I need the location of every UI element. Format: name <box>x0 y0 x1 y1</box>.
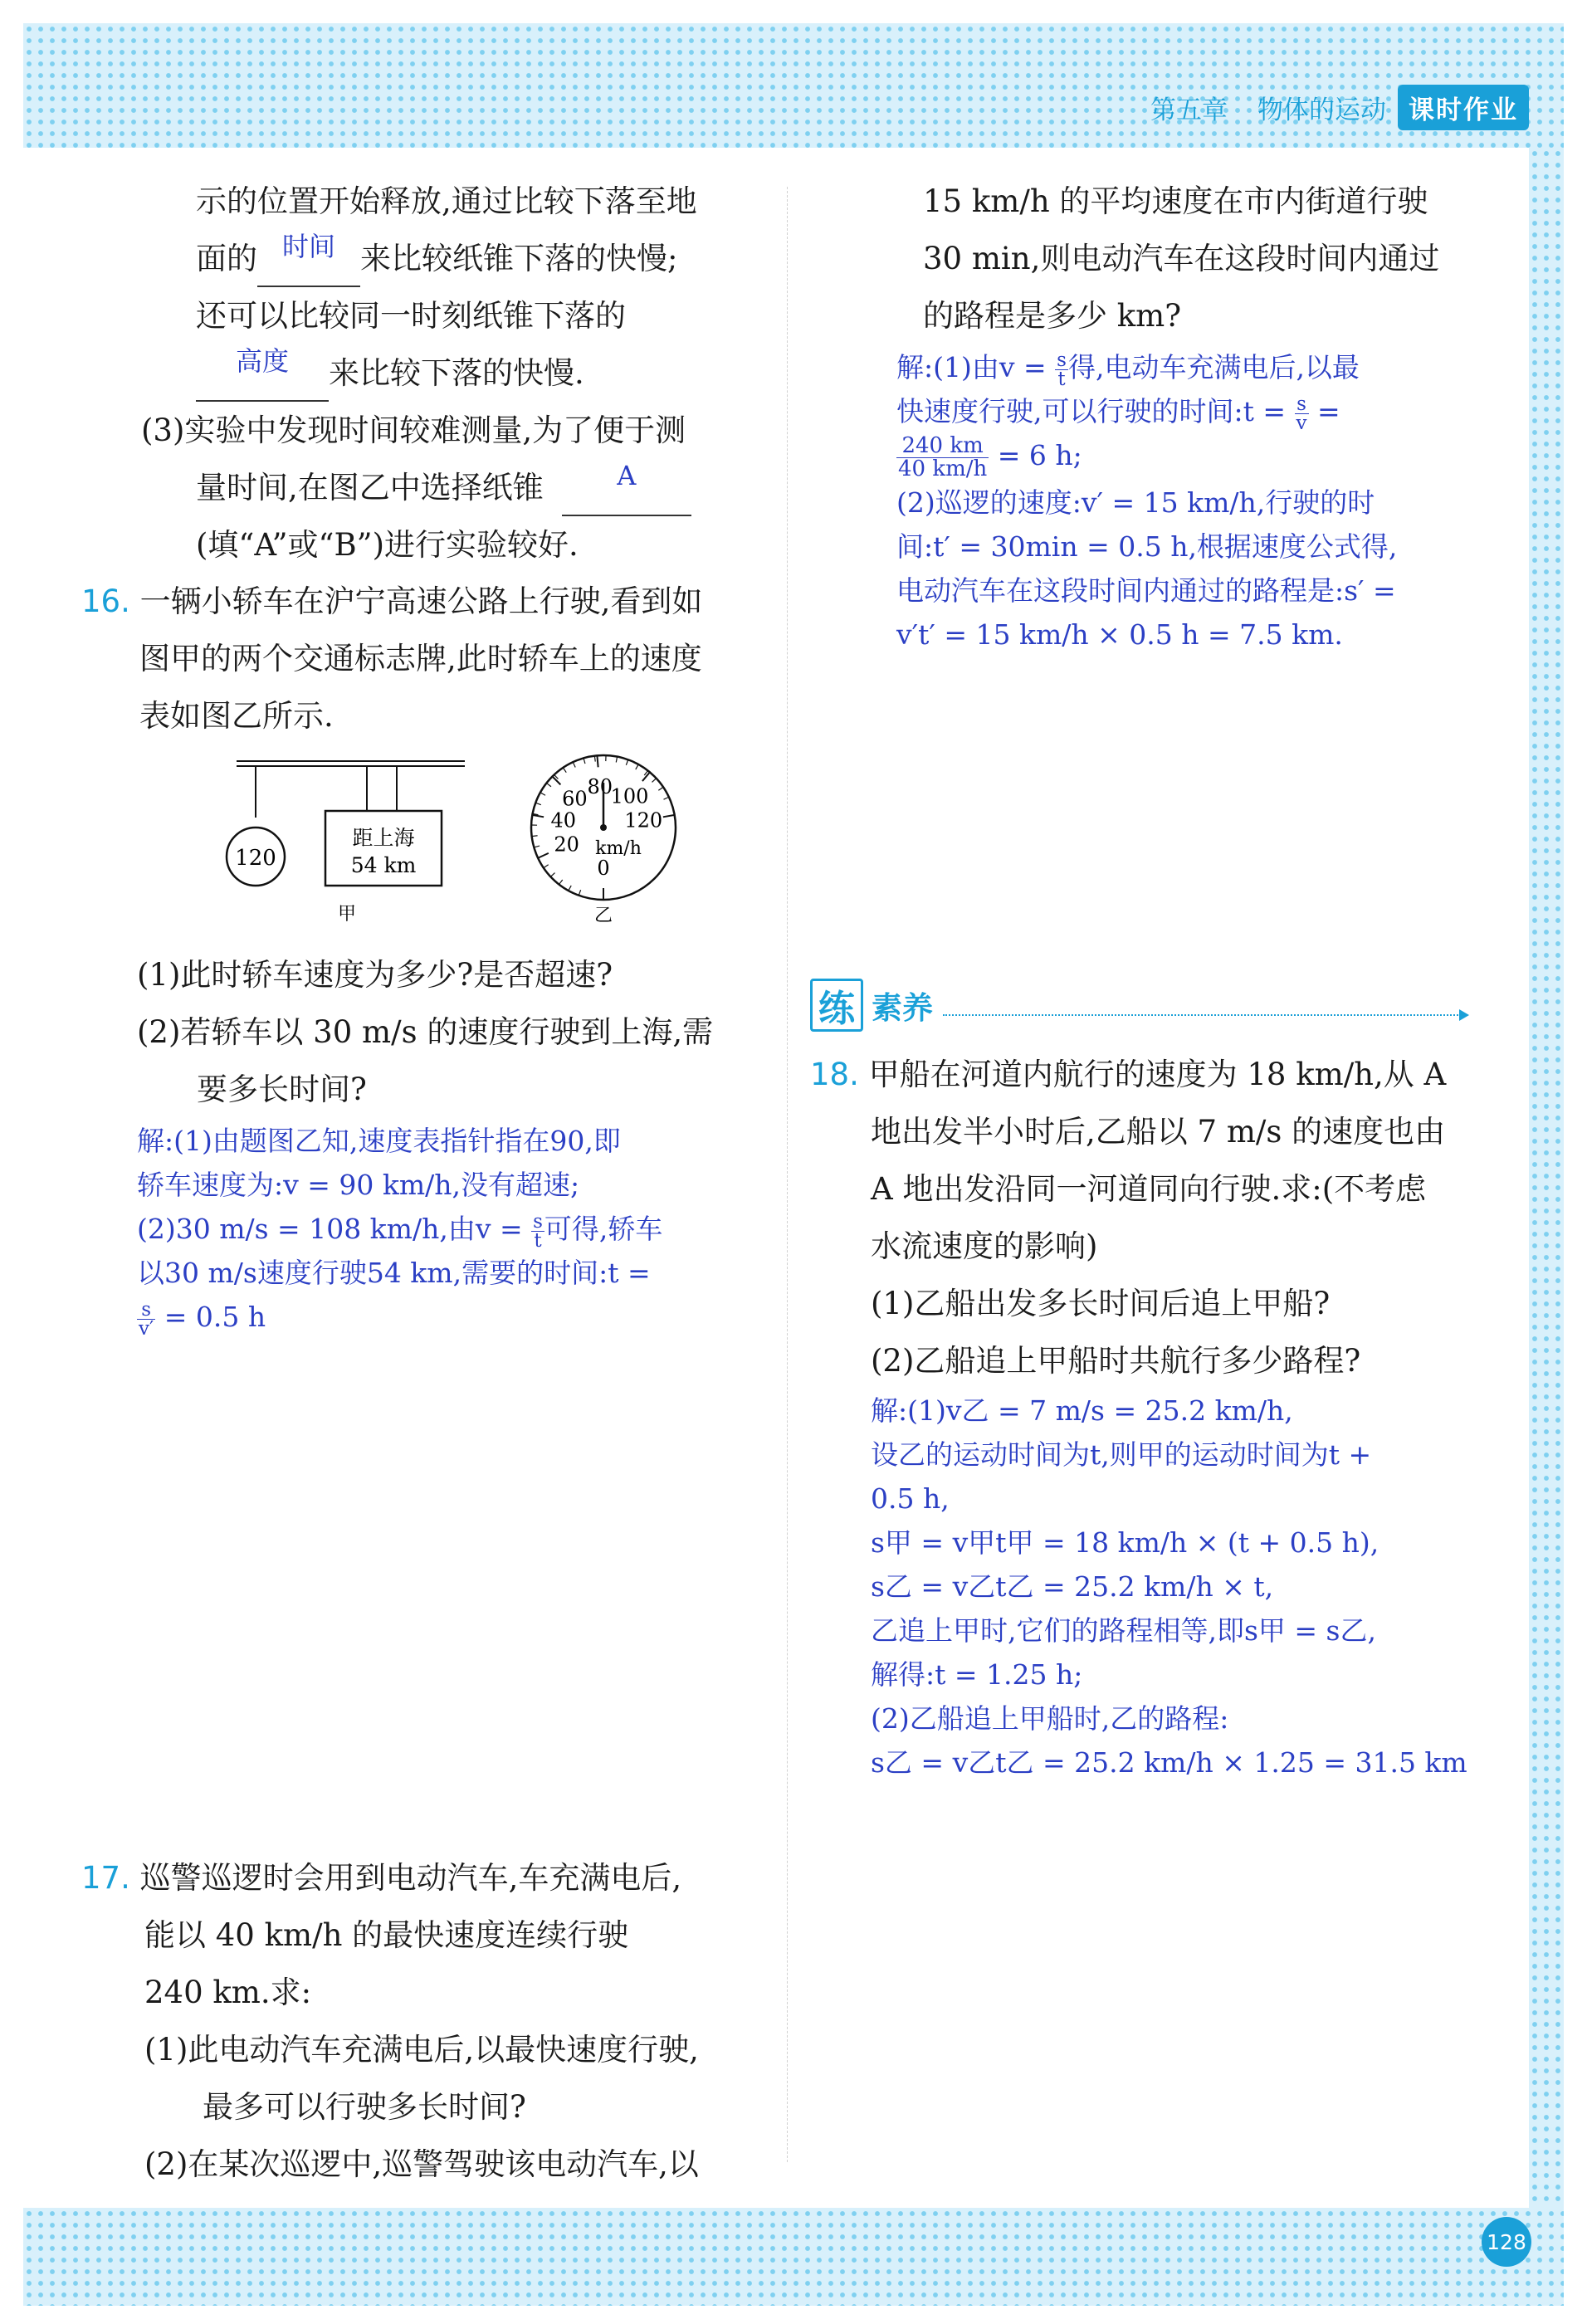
q15-line: 还可以比较同一时刻纸锥下落的 <box>196 298 626 334</box>
dial-tick-label: 40 <box>550 808 577 832</box>
q15-line: 量时间,在图乙中选择纸锥 A <box>196 459 697 516</box>
distance-sign-line2: 54 km <box>350 853 417 877</box>
q16-line: 一辆小轿车在沪宁高速公路上行驶,看到如 <box>139 583 703 619</box>
speed-limit-value: 120 <box>235 846 276 871</box>
dial-minor-tick <box>550 873 554 877</box>
answer-blank: 时间 <box>257 241 360 287</box>
dial-minor-tick <box>664 797 669 799</box>
q15-line: 高度 来比较下落的快慢. <box>196 344 697 402</box>
question-number: 16. <box>81 583 130 619</box>
dial-tick-label: 80 <box>587 775 613 799</box>
dial-minor-tick <box>594 756 595 762</box>
page-number: 128 <box>1482 2217 1531 2267</box>
fraction: $\frac{s}{t}$ <box>533 1210 543 1252</box>
q15-line: (3)实验中发现时间较难测量,为了便于测 <box>141 413 686 448</box>
dial-minor-tick <box>658 787 663 790</box>
question-number: 17. <box>81 1860 130 1896</box>
dial-minor-tick <box>579 890 580 896</box>
dial-minor-tick <box>546 783 551 786</box>
dial-minor-tick <box>535 803 541 804</box>
fraction: $\frac{s}{v}$ <box>1296 393 1307 434</box>
q18-line: 甲船在河道内航行的速度为 18 km/h,从 A <box>868 1057 1447 1092</box>
q18-part1: (1)乙船出发多长时间后追上甲船? <box>871 1286 1331 1321</box>
q17-line: 的路程是多少 km? <box>923 298 1182 334</box>
dial-minor-tick <box>636 764 638 769</box>
q18-part2: (2)乙船追上甲船时共航行多少路程? <box>871 1343 1361 1379</box>
q18-line: 水流速度的影响) <box>871 1228 1098 1264</box>
dial-tick-label: 60 <box>562 787 588 811</box>
dial-tick-label: 120 <box>624 808 663 832</box>
dial-minor-tick <box>626 759 627 765</box>
answer-blank: A <box>562 470 691 516</box>
speedometer-unit: km/h <box>595 838 642 859</box>
dial-tick-mark <box>663 815 675 817</box>
traffic-sign-and-speedometer-figure <box>216 751 697 934</box>
dial-tick-label: 100 <box>610 784 649 808</box>
q16-part2-cont: 要多长时间? <box>197 1072 367 1107</box>
q15-continued <box>141 173 697 574</box>
section-heading-literacy <box>810 978 933 1033</box>
column-divider <box>787 187 788 2162</box>
dial-tick-label: 0 <box>597 857 610 880</box>
figure-caption-jia: 甲 <box>337 904 357 925</box>
brand-logo: 课时作业 <box>1398 85 1529 130</box>
q18-solution: 解:(1)v乙 = 7 m/s = 25.2 km/h, 设乙的运动时间为t,则甲的运动时间为t + 0.5 h, s甲 = v甲t甲 = 18 km/h × (t + 0.5 h), s乙 = v乙t乙 = 25.2 km/h × t, 乙追上甲时,它们的路程相等,即s甲 = s乙, 解得:t = 1.25 h; (2)乙船追上甲船时,乙的路程: s乙 = v乙t乙 = 25.2 km/h × 1.25 = 31.5 km <box>871 1394 1467 1779</box>
q15-line: (填“A”或“B”)进行实验较好. <box>196 527 579 563</box>
q16-line: 表如图乙所示. <box>139 698 334 734</box>
dial-tick-mark <box>597 755 598 767</box>
lian-icon: 练 <box>810 979 863 1032</box>
q17-part1-cont: 最多可以行驶多长时间? <box>203 2089 526 2125</box>
q17-continued <box>923 173 1439 344</box>
answer-blank: 高度 <box>196 355 329 402</box>
fraction: $\frac{s}{v'}$ <box>139 1298 154 1340</box>
dotted-arrow-icon <box>943 1014 1464 1016</box>
q17-line: 30 min,则电动汽车在这段时间内通过 <box>923 241 1440 276</box>
q16-stem <box>81 573 702 745</box>
q18-line: A 地出发沿同一河道同向行驶.求:(不考虑 <box>871 1171 1427 1207</box>
figure-caption-yi: 乙 <box>593 906 613 926</box>
bottom-dotted-band <box>23 2208 1564 2306</box>
q16-solution: 解:(1)由题图乙知,速度表指针指在90,即 轿车速度为:v = 90 km/h,没有超速; (2)30 m/s = 108 km/h,由v = $\frac{s}{t}$ 可得,轿车 以30 m/s速度行驶54 km,需要的时间:t = $\frac{s}{v'}$ = 0.5 h <box>137 1125 663 1340</box>
topic-label: 物体的运动 <box>1257 95 1386 125</box>
q17-line: 能以 40 km/h 的最快速度连续行驶 <box>144 1917 629 1953</box>
dial-minor-tick <box>544 865 549 868</box>
chapter-label: 第五章 <box>1150 95 1228 125</box>
dial-minor-tick <box>569 886 571 891</box>
q17-part1: (1)此电动汽车充满电后,以最快速度行驶, <box>144 2032 699 2068</box>
q18-line: 地出发半小时后,乙船以 7 m/s 的速度也由 <box>871 1114 1446 1150</box>
q15-line: 面的 时间 来比较纸锥下落的快慢; <box>196 230 697 287</box>
dial-minor-tick <box>652 779 657 783</box>
page-header <box>1150 81 1529 133</box>
dial-tick-label: 20 <box>554 832 579 857</box>
q16-part1: (1)此时轿车速度为多少?是否超速? <box>137 957 613 993</box>
question-number: 18. <box>810 1057 859 1092</box>
q16-parts <box>137 946 713 1118</box>
q16-line: 图甲的两个交通标志牌,此时轿车上的速度 <box>139 641 702 676</box>
q17-line: 240 km.求: <box>144 1975 312 2010</box>
dial-minor-tick <box>563 768 566 773</box>
fraction: $\frac{s}{t}$ <box>1057 349 1067 390</box>
dial-minor-tick <box>573 762 575 767</box>
right-dotted-band <box>1529 148 1564 2208</box>
dial-minor-tick <box>559 880 562 885</box>
q18-stem <box>810 1046 1446 1389</box>
distance-sign-line1: 距上海 <box>352 826 415 850</box>
q16-part2: (2)若轿车以 30 m/s 的速度行驶到上海,需 <box>137 1014 714 1050</box>
section-title: 素养 <box>872 989 933 1026</box>
fraction: $\frac{240 km}{40 km/h}$ <box>898 432 988 481</box>
dial-minor-tick <box>540 793 545 795</box>
q17-stem <box>81 1849 699 2193</box>
q17-line: 15 km/h 的平均速度在市内街道行驶 <box>923 183 1428 219</box>
q15-line: 示的位置开始释放,通过比较下落至地 <box>196 183 697 219</box>
q17-line: 巡警巡逻时会用到电动汽车,车充满电后, <box>139 1860 682 1896</box>
q17-part2: (2)在某次巡逻中,巡警驾驶该电动汽车,以 <box>144 2146 699 2182</box>
q17-solution: 解:(1)由v = $\frac{s}{t}$ 得,电动车充满电后,以最 快速度行驶,可以行驶的时间:t = $\frac{s}{v}$ = $\frac{240 km}{40 km/h}$ = 6 h; (2)巡逻的速度:v′ = 15 km/h,行驶的时 间:t′ = 30min = 0.5 h,根据速度公式得, 电动汽车在这段时间内通过的路程是:s′ = v′t′ = 15 km/h × 0.5 h = 7.5 km. <box>896 349 1398 651</box>
dial-minor-tick <box>532 836 538 837</box>
